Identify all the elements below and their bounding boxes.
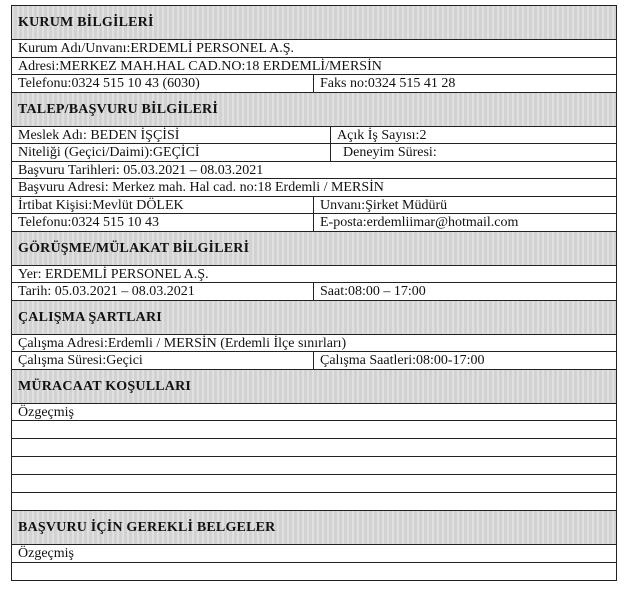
talep-tarihler-row xyxy=(12,162,616,180)
calisma-adres: Çalışma Adresi:Erdemli / MERSİN (Erdemli İlçe sınırları) xyxy=(18,335,347,351)
talep-telefon: Telefonu:0324 515 10 43 xyxy=(12,214,314,231)
talep-adres: Başvuru Adresi: Merkez mah. Hal cad. no:18 Erdemli / MERSİN xyxy=(18,180,384,195)
gorusme-tarih-row xyxy=(12,283,616,301)
application-form xyxy=(11,5,617,581)
section-kurum-header xyxy=(12,6,616,40)
section-title: BAŞVURU İÇİN GEREKLİ BELGELER xyxy=(18,520,276,535)
calisma-sure: Çalışma Süresi:Geçici xyxy=(12,352,314,369)
talep-deneyim: Deneyim Süresi: xyxy=(343,145,437,160)
section-title: ÇALIŞMA ŞARTLARI xyxy=(18,309,162,325)
muracaat-blank-row xyxy=(12,457,616,475)
talep-tarihler: Başvuru Tarihleri: 05.03.2021 – 08.03.2021 xyxy=(18,162,264,178)
kurum-adres: Adresi:MERKEZ MAH.HAL CAD.NO:18 ERDEMLİ/MERSİN xyxy=(18,58,382,74)
calisma-saatler: Çalışma Saatleri:08:00-17:00 xyxy=(320,353,485,368)
calisma-adres-row xyxy=(12,335,616,353)
gorusme-tarih: Tarih: 05.03.2021 – 08.03.2021 xyxy=(12,283,314,300)
gorusme-yer: Yer: ERDEMLİ PERSONEL A.Ş. xyxy=(18,266,209,282)
muracaat-ozgecmis: Özgeçmiş xyxy=(18,404,74,420)
muracaat-item xyxy=(12,404,616,422)
talep-niteligi: Niteliği (Geçici/Daimi):GEÇİCİ xyxy=(12,144,331,161)
kurum-adres-row xyxy=(12,58,616,76)
muracaat-blank-row xyxy=(12,475,616,493)
muracaat-blank-row xyxy=(12,421,616,439)
talep-meslek: Meslek Adı: BEDEN İŞÇİSİ xyxy=(12,127,331,144)
kurum-adi-row xyxy=(12,40,616,58)
section-gorusme-header xyxy=(12,232,616,266)
belgeler-blank-row xyxy=(12,563,616,581)
talep-eposta: E-posta:erdemliimar@hotmail.com xyxy=(320,215,519,230)
kurum-telefon: Telefonu:0324 515 10 43 (6030) xyxy=(12,75,314,92)
talep-nitelik-row xyxy=(12,144,616,162)
talep-meslek-row xyxy=(12,127,616,145)
section-talep-header xyxy=(12,93,616,127)
section-title: MÜRACAAT KOŞULLARI xyxy=(18,378,192,394)
section-muracaat-header xyxy=(12,370,616,404)
gorusme-yer-row xyxy=(12,266,616,284)
talep-unvan: Unvanı:Şirket Müdürü xyxy=(320,197,448,213)
section-title: GÖRÜŞME/MÜLAKAT BİLGİLERİ xyxy=(18,240,250,256)
kurum-faks: Faks no:0324 515 41 28 xyxy=(320,76,456,91)
talep-irtibat-row xyxy=(12,197,616,215)
section-title: KURUM BİLGİLERİ xyxy=(18,15,154,30)
kurum-adi: Kurum Adı/Unvanı:ERDEMLİ PERSONEL A.Ş. xyxy=(18,41,294,56)
kurum-telefon-row xyxy=(12,75,616,93)
gorusme-saat: Saat:08:00 – 17:00 xyxy=(320,284,426,299)
talep-adres-row xyxy=(12,179,616,197)
section-title: TALEP/BAŞVURU BİLGİLERİ xyxy=(18,101,218,117)
talep-irtibat: İrtibat Kişisi:Mevlüt DÖLEK xyxy=(12,197,314,214)
calisma-sure-row xyxy=(12,352,616,370)
section-calisma-header xyxy=(12,301,616,335)
muracaat-blank-row xyxy=(12,439,616,457)
muracaat-blank-row xyxy=(12,493,616,511)
belgeler-ozgecmis: Özgeçmiş xyxy=(18,546,74,561)
talep-acik-is: Açık İş Sayısı:2 xyxy=(337,127,427,143)
talep-telefon-row xyxy=(12,214,616,232)
belgeler-item xyxy=(12,545,616,563)
section-belgeler-header xyxy=(12,511,616,545)
